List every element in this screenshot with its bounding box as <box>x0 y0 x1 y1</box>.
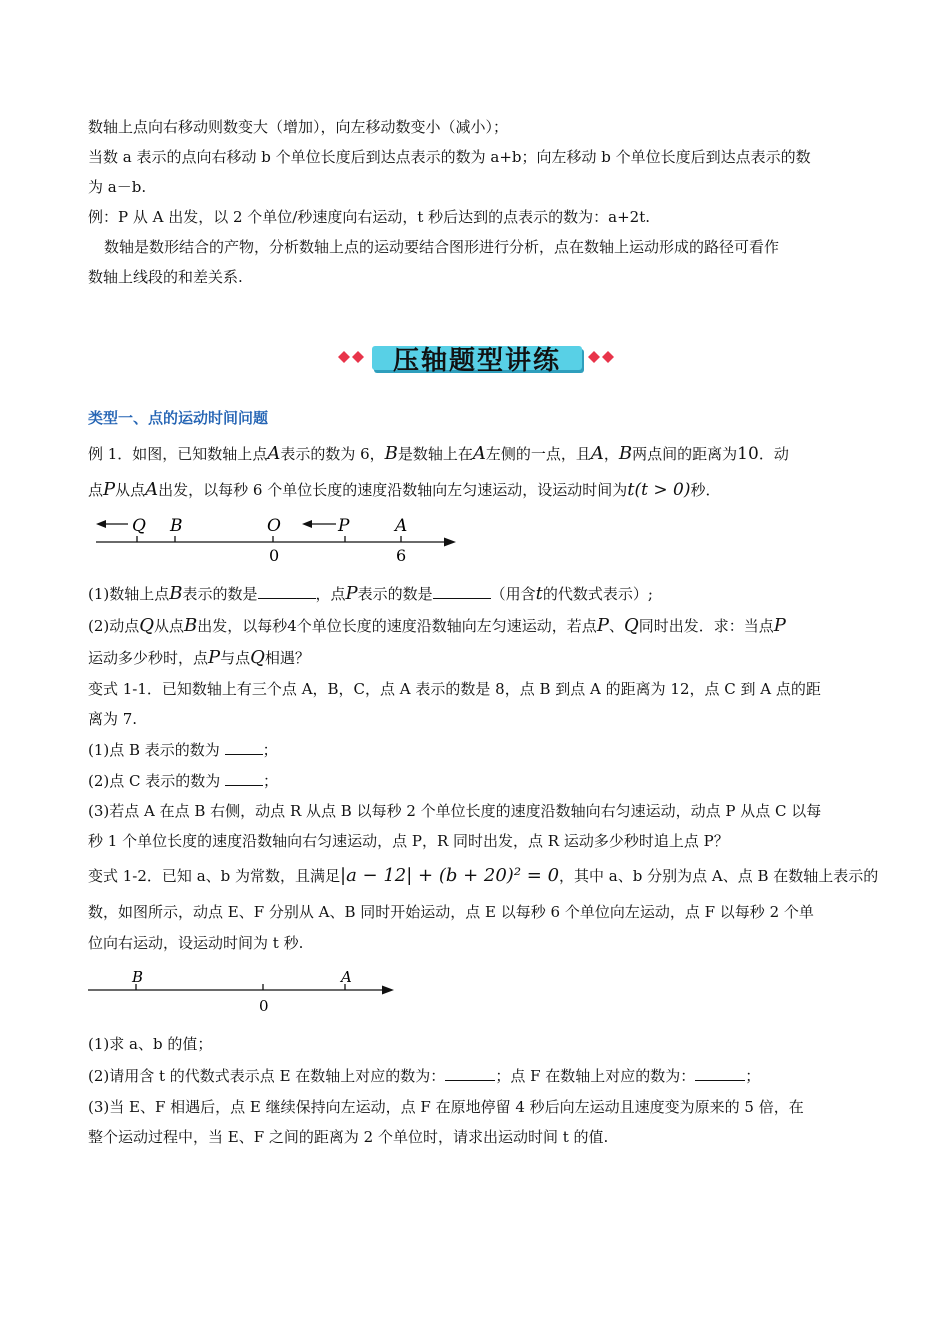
ex1-line-1: 例 1．如图，已知数轴上点A表示的数为 6，B是数轴上在A左侧的一点，且A，B两点间的距离为10．动 <box>88 443 789 464</box>
answer-blank[interactable] <box>225 740 263 755</box>
var12-q3-line-1: (3)当 E、F 相遇后，点 E 继续保持向左运动，点 F 在原地停留 4 秒后向左运动且速度变为原来的 5 倍，在 <box>88 1098 804 1116</box>
var11-q3-line-1: (3)若点 A 在点 B 右侧，动点 R 从点 B 以每秒 2 个单位长度的速度沿数轴向右匀速运动，动点 P 从点 C 以每 <box>88 802 822 820</box>
answer-blank[interactable] <box>225 771 263 786</box>
var12-q2: (2)请用含 t 的代数式表示点 E 在数轴上对应的数为： ；点 F 在数轴上对应的数为： ； <box>88 1067 761 1085</box>
ex1-q1: (1)数轴上点B表示的数是 ，点P表示的数是 （用含t的代数式表示）; <box>88 583 653 604</box>
axis1-label-O: O <box>267 516 281 536</box>
diamond-right-icon <box>588 350 618 364</box>
var12-line-2: 数，如图所示，动点 E、F 分别从 A、B 同时开始运动，点 E 以每秒 6 个单位向左运动，点 F 以每秒 2 个单 <box>88 903 814 921</box>
axis2-tick-0: 0 <box>259 997 269 1015</box>
var11-q3-line-2: 秒 1 个单位长度的速度沿数轴向右匀速运动，点 P，R 同时出发，点 R 运动多少秒时追上点 P？ <box>88 832 729 850</box>
ex1-q2-line-2: 运动多少秒时，点P与点Q相遇？ <box>88 647 310 668</box>
number-line-2 <box>88 966 408 1018</box>
intro-line-5: 数轴是数形结合的产物，分析数轴上点的运动要结合图形进行分析，点在数轴上运动形成的路径可看作 <box>104 238 780 256</box>
axis2-label-B: B <box>132 968 144 986</box>
section-title: 类型一、点的运动时间问题 <box>88 409 269 427</box>
var11-q1: (1)点 B 表示的数为 ； <box>88 741 278 759</box>
axis1-label-A: A <box>395 516 408 536</box>
equation: |a − 12| + (b + 20)² = 0 <box>340 865 560 886</box>
axis1-tick-0: 0 <box>269 546 280 565</box>
answer-blank[interactable] <box>433 584 491 599</box>
answer-blank[interactable] <box>258 584 316 599</box>
banner-title: 压轴题型讲练 <box>392 346 561 376</box>
answer-blank[interactable] <box>445 1066 495 1081</box>
axis1-tick-6: 6 <box>396 546 407 565</box>
ex1-line-2: 点P从点A出发，以每秒 6 个单位长度的速度沿数轴向左匀速运动，设运动时间为t(t > 0)秒． <box>88 479 721 500</box>
var11-line-2: 离为 7. <box>88 710 138 728</box>
axis1-label-Q: Q <box>132 516 146 536</box>
intro-line-1: 数轴上点向右移动则数变大（增加），向左移动数变小（减小）； <box>88 118 509 136</box>
ex1-q2-line-1: (2)动点Q从点B出发，以每秒4个单位长度的速度沿数轴向左匀速运动，若点P、Q同时出发．求：当点P <box>88 615 786 636</box>
var12-line-1: 变式 1-2．已知 a、b 为常数，且满足|a − 12| + (b + 20)² = 0，其中 a、b 分别为点 A、点 B 在数轴上表示的 <box>88 865 879 886</box>
diamond-left-icon <box>338 350 368 364</box>
var11-line-1: 变式 1-1．已知数轴上有三个点 A，B，C，点 A 表示的数是 8，点 B 到点 A 的距离为 12，点 C 到 A 点的距 <box>88 680 821 698</box>
number-line-1 <box>88 512 468 568</box>
var12-q1: (1)求 a、b 的值； <box>88 1035 213 1053</box>
var11-q2: (2)点 C 表示的数为 ； <box>88 772 279 790</box>
var12-line-3: 位向右运动，设运动时间为 t 秒. <box>88 934 304 952</box>
intro-line-4: 例：P 从 A 出发，以 2 个单位/秒速度向右运动，t 秒后达到的点表示的数为：a+2t. <box>88 208 651 226</box>
axis2-label-A: A <box>341 968 352 986</box>
axis1-label-P: P <box>338 516 350 536</box>
section-banner <box>338 336 618 382</box>
answer-blank[interactable] <box>695 1066 745 1081</box>
intro-line-3: 为 a－b. <box>88 178 147 196</box>
axis1-label-B: B <box>170 516 183 536</box>
intro-line-2: 当数 a 表示的点向右移动 b 个单位长度后到达点表示的数为 a+b；向左移动 b 个单位长度后到达点表示的数 <box>88 148 811 166</box>
var12-q3-line-2: 整个运动过程中，当 E、F 之间的距离为 2 个单位时，请求出运动时间 t 的值. <box>88 1128 609 1146</box>
intro-line-6: 数轴上线段的和差关系. <box>88 268 243 286</box>
